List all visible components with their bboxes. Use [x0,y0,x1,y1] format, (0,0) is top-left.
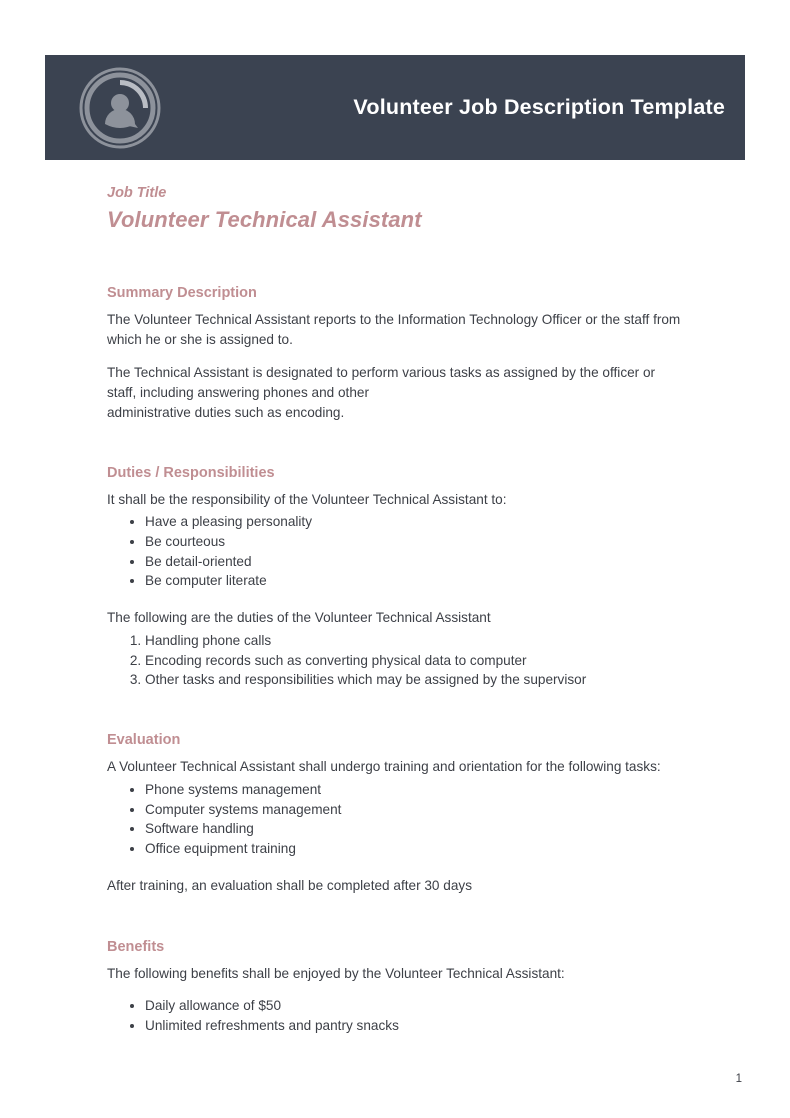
job-title-block [107,185,687,233]
list-item: • Office equipment training [145,840,687,859]
list-item: 3. Other tasks and responsibilities which may be assigned by the supervisor [145,671,687,690]
summary-paragraph-2 [107,363,687,422]
list-item: • Have a pleasing personality [145,513,687,532]
section-heading-evaluation: Evaluation [107,732,181,749]
section-heading-benefits: Benefits [107,938,165,955]
summary-paragraph-2-line-2: administrative duties such as encoding. [107,404,345,420]
section-summary-description [107,285,687,423]
section-evaluation [107,732,687,895]
person-in-circle-logo-icon [79,67,161,149]
section-benefits [107,939,687,1036]
duties-numbered-list [107,632,687,690]
list-item: • Computer systems management [145,801,687,820]
list-item: • Daily allowance of $50 [145,997,687,1016]
summary-paragraph-1: The Volunteer Technical Assistant reports to the Information Technology Officer or the staff from which he or she is assigned to. [107,312,681,347]
evaluation-bullet-list [107,781,687,859]
spacer [107,860,687,876]
duties-second-intro: The following are the duties of the Volunteer Technical Assistant [107,610,491,626]
list-item: 2. Encoding records such as converting physical data to computer [145,652,687,671]
logo-container [45,67,195,149]
duties-bullet-list [107,513,687,591]
summary-paragraph-2-line-1: The Technical Assistant is designated to perform various tasks as assigned by the officer or staff, including answering phones and other [107,365,656,401]
list-item: • Software handling [145,820,687,839]
job-title-value: Volunteer Technical Assistant [107,207,422,232]
list-item: • Unlimited refreshments and pantry snacks [145,1017,687,1036]
evaluation-intro: A Volunteer Technical Assistant shall undergo training and orientation for the following tasks: [107,759,661,775]
list-item: • Be detail-oriented [145,553,687,572]
list-item: 1. Handling phone calls [145,632,687,651]
section-heading-duties: Duties / Responsibilities [107,464,275,481]
page-number: 1 [735,1073,742,1085]
benefits-intro: The following benefits shall be enjoyed by the Volunteer Technical Assistant: [107,965,565,981]
section-heading-summary: Summary Description [107,285,257,301]
document-body [107,185,687,1037]
list-item: • Phone systems management [145,781,687,800]
benefits-bullet-list [107,997,687,1036]
document-title: Volunteer Job Description Template [353,95,725,119]
spacer [107,592,687,608]
duties-intro: It shall be the responsibility of the Volunteer Technical Assistant to: [107,491,507,507]
evaluation-closing: After training, an evaluation shall be completed after 30 days [107,877,472,893]
job-title-label: Job Title [107,185,167,201]
document-header-band [45,55,745,160]
section-duties-responsibilities [107,465,687,691]
list-item: • Be courteous [145,533,687,552]
list-item: • Be computer literate [145,572,687,591]
